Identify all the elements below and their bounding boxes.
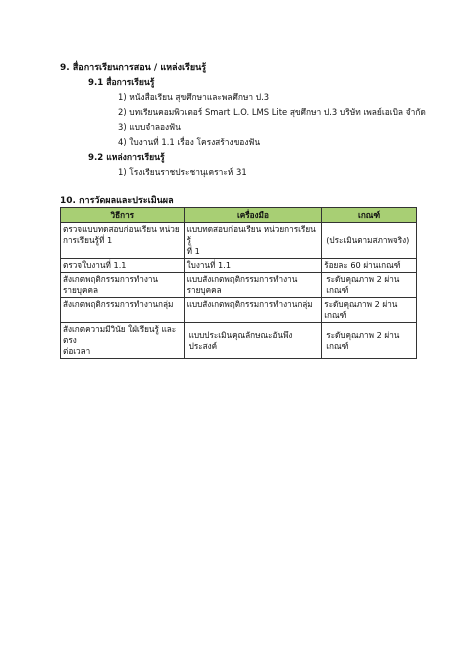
section-9-2-title: 9.2 แหล่งการเรียนรู้ bbox=[88, 153, 165, 163]
tool-line: ใบงานที่ 1.1 bbox=[186, 260, 232, 270]
table-row bbox=[61, 298, 417, 323]
method-line: การเรียนรู้ที่ 1 bbox=[63, 235, 113, 245]
tool-line: รายบุคคล bbox=[186, 285, 222, 295]
header-method: วิธีการ bbox=[61, 208, 185, 223]
method-cell bbox=[61, 259, 185, 273]
method-cell bbox=[61, 273, 185, 298]
method-line: รายบุคคล bbox=[63, 285, 98, 295]
criteria-cell: ระดับคุณภาพ 2 ผ่านเกณฑ์ bbox=[322, 323, 417, 359]
learning-media-item: 1) หนังสือเรียน สุขศึกษาและพลศึกษา ป.3 bbox=[118, 92, 270, 102]
tool-line: ที่ 1 bbox=[186, 246, 200, 256]
table-row bbox=[61, 273, 417, 298]
tool-cell bbox=[184, 223, 322, 259]
method-line: สังเกตความมีวินัย ใฝ่เรียนรู้ และตรง bbox=[63, 324, 177, 345]
tool-line: แบบทดสอบก่อนเรียน หน่วยการเรียนรู้ bbox=[186, 224, 316, 245]
learning-source-item: 1) โรงเรียนราชประชานุเคราะห์ 31 bbox=[118, 167, 247, 177]
learning-media-item: 4) ใบงานที่ 1.1 เรื่อง โครงสร้างของฟัน bbox=[118, 137, 261, 147]
table-row bbox=[61, 259, 417, 273]
method-cell bbox=[61, 323, 185, 359]
section-10-title: 10. การวัดผลและประเมินผล bbox=[60, 196, 174, 206]
section-9-1-title: 9.1 สื่อการเรียนรู้ bbox=[88, 78, 155, 88]
criteria-cell: (ประเมินตามสภาพจริง) bbox=[322, 223, 417, 259]
method-line: สังเกตพฤติกรรมการทำงาน bbox=[63, 274, 159, 284]
section-9-title: 9. สื่อการเรียนการสอน / แหล่งเรียนรู้ bbox=[60, 63, 207, 73]
tool-cell bbox=[184, 323, 322, 359]
method-cell bbox=[61, 298, 185, 323]
tool-cell bbox=[184, 273, 322, 298]
header-tool: เครื่องมือ bbox=[184, 208, 322, 223]
criteria-cell: ร้อยละ 60 ผ่านเกณฑ์ bbox=[322, 259, 417, 273]
method-line: ต่อเวลา bbox=[63, 346, 91, 356]
method-line: ตรวจใบงานที่ 1.1 bbox=[63, 260, 127, 270]
table-row bbox=[61, 323, 417, 359]
tool-line: แบบประเมินคุณลักษณะอันพึงประสงค์ bbox=[188, 329, 293, 351]
tool-line: แบบสังเกตพฤติกรรมการทำงานกลุ่ม bbox=[186, 299, 313, 309]
table-header-row bbox=[61, 208, 417, 223]
tool-cell bbox=[184, 298, 322, 323]
method-cell bbox=[61, 223, 185, 259]
method-line: ตรวจแบบทดสอบก่อนเรียน หน่วย bbox=[63, 224, 180, 234]
assessment-table bbox=[60, 207, 417, 359]
tool-cell bbox=[184, 259, 322, 273]
criteria-cell: ระดับคุณภาพ 2 ผ่านเกณฑ์ bbox=[322, 298, 417, 323]
criteria-cell: ระดับคุณภาพ 2 ผ่านเกณฑ์ bbox=[322, 273, 417, 298]
learning-media-item: 3) แบบจำลองฟัน bbox=[118, 122, 181, 132]
header-criteria: เกณฑ์ bbox=[322, 208, 417, 223]
table-row bbox=[61, 223, 417, 259]
method-line: สังเกตพฤติกรรมการทำงานกลุ่ม bbox=[63, 299, 174, 309]
tool-line: แบบสังเกตพฤติกรรมการทำงาน bbox=[186, 274, 298, 284]
learning-media-item: 2) บทเรียนคอมพิวเตอร์ Smart L.O. LMS Lite สุขศึกษา ป.3 บริษัท เพลย์เอเบิล จำกัด bbox=[118, 107, 426, 117]
